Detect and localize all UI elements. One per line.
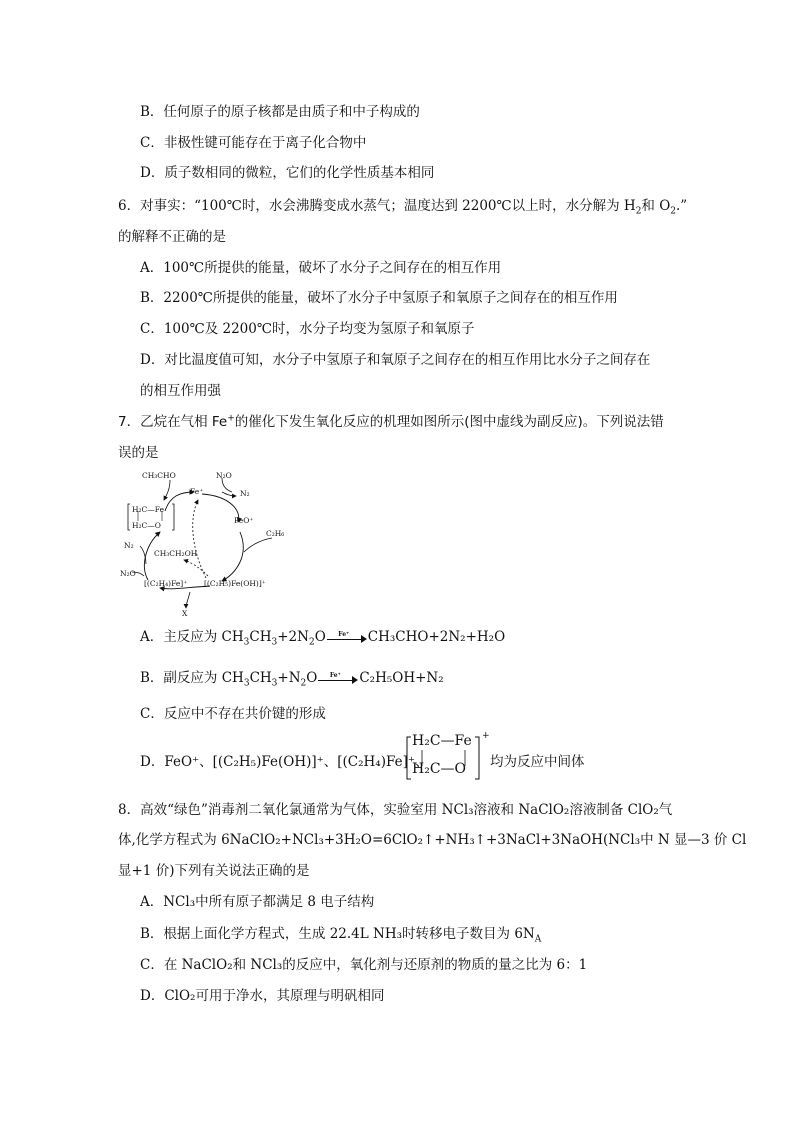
q7-option-a-products: CH₃CHO+2N₂+H₂O — [367, 629, 506, 645]
label-h2c-o: H₂C—O — [132, 521, 161, 530]
q6-stem-part-b: 和 O — [641, 198, 671, 214]
q5-option-c: C．非极性键可能存在于离子化合物中 — [140, 135, 367, 151]
q6-option-d-line1: D．对比温度值可知，水分子中氢原子和氧原子之间存在的相互作用比水分子之间存在 — [140, 352, 651, 368]
label-ch3cho: CH₃CHO — [142, 471, 176, 480]
arrow-feo-to-intermediate — [222, 532, 243, 581]
left-bracket — [128, 504, 130, 530]
label-ch3ch2oh: CH₃CH₂OH — [154, 549, 198, 558]
q6-option-d-line2: 的相互作用强 — [140, 383, 221, 399]
n2-out-arrow — [222, 492, 236, 496]
q8-stem-line1: 8．高效“绿色”消毒剂二氧化氯通常为气体，实验室用 NCl₃溶液和 NaClO₂溶液制备 ClO₂气 — [118, 802, 673, 818]
label-h2c-fe: H₂C—Fe — [132, 505, 165, 514]
q7-stem-part-a: 7．乙烷在气相 Fe — [118, 414, 228, 430]
q5-option-d: D．质子数相同的微粒，它们的化学性质基本相同 — [140, 165, 435, 181]
q6-stem-line1: 6．对事实：“100℃时，水会沸腾变成水蒸气；温度达到 2200℃以上时，水分解为 $H_2$和 $O_2$.” — [118, 198, 688, 217]
q6-option-c: C．100℃及 2200℃时，水分子均变为氢原子和氧原子 — [140, 321, 475, 337]
q6-stem-part-c: .” — [676, 198, 688, 214]
q8-option-d: D．ClO₂可用于净水，其原理与明矾相同 — [140, 988, 385, 1004]
q7-option-b-prefix: B．副反应为 CH — [140, 670, 244, 686]
n2o-in-arrow — [222, 478, 232, 492]
label-n2-left: N₂ — [124, 541, 134, 550]
q8-stem-line2: 体,化学方程式为 6NaClO₂+NCl₃+3H₂O=6ClO₂↑+NH₃↑+3NaCl+3NaOH(NCl₃中 N 显—3 价 Cl — [118, 832, 747, 848]
label-c2h6: C₂H₆ — [266, 529, 285, 538]
dashed-arrow-to-ethanol — [184, 560, 208, 576]
q8-option-a: A．NCl₃中所有原子都满足 8 电子结构 — [140, 894, 375, 910]
mechanism-svg — [110, 466, 290, 618]
q8-option-b-text: B．根据上面化学方程式，生成 22.4L NH₃时转移电子数目为 6N — [140, 926, 535, 942]
q7-option-d-structure — [405, 731, 490, 781]
q7-option-b: B．副反应为 $CH_3CH_3+N_2O$ Fe⁺ C₂H₅OH+N₂ — [140, 668, 444, 688]
q7-stem-line2: 误的是 — [118, 445, 159, 461]
q7-option-c: C．反应中不存在共价键的形成 — [140, 706, 326, 722]
label-n2o-left: N₂O — [120, 569, 136, 578]
q6-stem-part-a: 6．对事实：“100℃时，水会沸腾变成水蒸气；温度达到 2200℃以上时，水分解为 H — [118, 198, 636, 214]
structure-bottom: H₂C—O — [412, 761, 467, 777]
label-n2-top: N₂ — [240, 489, 250, 498]
q6-stem-line2: 的解释不正确的是 — [118, 229, 226, 245]
q7-option-b-products: C₂H₅OH+N₂ — [359, 670, 444, 686]
catalyst-arrow — [327, 630, 367, 643]
q8-stem-line3: 显+1 价)下列有关说法正确的是 — [118, 863, 310, 879]
reaction-mechanism-diagram — [110, 466, 290, 618]
x-out-arrow — [186, 592, 190, 608]
right-bracket — [172, 504, 174, 530]
label-n2o-top: N₂O — [216, 471, 232, 480]
q7-option-d-suffix: 均为反应中间体 — [490, 754, 585, 770]
q6-option-b: B．2200℃所提供的能量，破坏了水分子中氢原子和氧原子之间存在的相互作用 — [140, 290, 618, 306]
q8-option-b — [140, 924, 541, 944]
label-feo-plus: FeO⁺ — [234, 516, 254, 525]
q7-stem-line1: 7．乙烷在气相 Fe+的催化下发生氧化反应的机理如图所示(图中虚线为副反应)。下列说法错 — [118, 413, 664, 430]
dashed-arrow-side-reaction — [193, 500, 206, 578]
q7-stem-part-b: 的催化下发生氧化反应的机理如图所示(图中虚线为副反应)。下列说法错 — [234, 414, 664, 430]
q7-option-d-prefix: D．FeO⁺、[(C₂H₅)Fe(OH)]⁺、[(C₂H₄)Fe]⁺、 — [140, 754, 429, 770]
q8-option-c: C．在 NaClO₂和 NCl₃的反应中，氧化剂与还原剂的物质的量之比为 6：1 — [140, 957, 588, 973]
catalyst-arrow-b — [318, 671, 358, 684]
label-fe-plus: Fe⁺ — [190, 487, 204, 496]
q8-option-b-sub: A — [534, 934, 542, 945]
ch3cho-out-arrow — [164, 480, 170, 500]
q6-option-a: A．100℃所提供的能量，破坏了水分子之间存在的相互作用 — [140, 260, 502, 276]
q7-option-a: A．主反应为 $CH_3CH_3+2N_2O$ Fe⁺ CH₃CHO+2N₂+H₂O — [140, 627, 505, 647]
catalyst-label: Fe⁺ — [338, 630, 350, 638]
label-c2h4fe: [(C₂H₄)Fe]⁺ — [144, 579, 188, 588]
q5-option-b: B．任何原子的原子核都是由质子和中子构成的 — [140, 104, 420, 120]
structure-charge: + — [482, 731, 490, 741]
label-c2h5feoh: [(C₂H₅)Fe(OH)]⁺ — [204, 579, 266, 588]
label-x: X — [182, 609, 188, 618]
c2h6-in-arrow — [244, 538, 272, 552]
catalyst-label-b: Fe⁺ — [329, 671, 341, 679]
structure-top: H₂C—Fe — [412, 733, 472, 749]
n2-left-arrow — [140, 546, 146, 564]
q7-option-a-prefix: A．主反应为 CH — [140, 629, 244, 645]
